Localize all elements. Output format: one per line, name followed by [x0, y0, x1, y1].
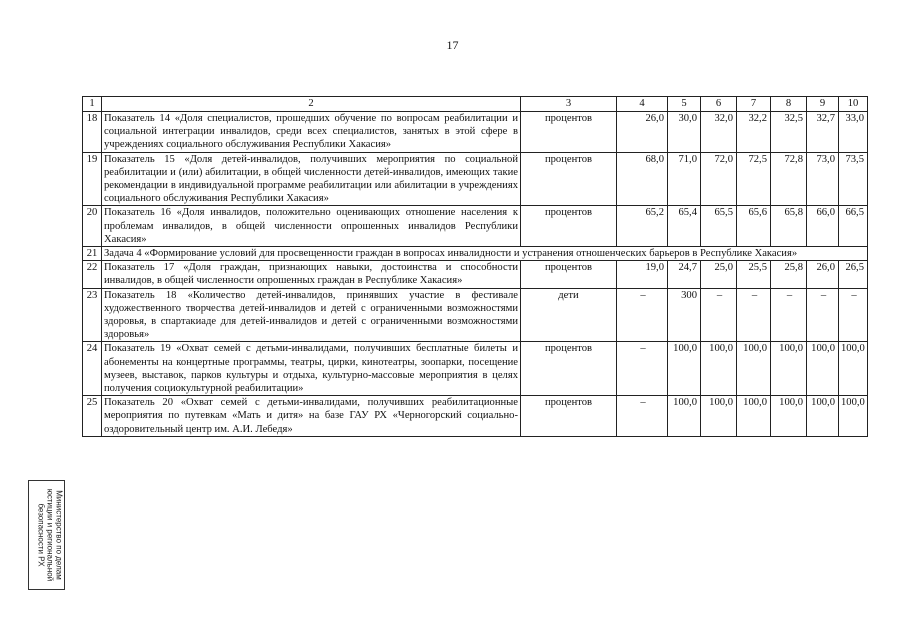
- value-cell: 32,0: [701, 112, 737, 153]
- value-cell: 100,0: [807, 342, 839, 396]
- value-cell: 25,0: [701, 261, 737, 288]
- value-cell: 65,2: [617, 206, 668, 247]
- value-cell: 73,0: [807, 152, 839, 206]
- value-cell: –: [771, 288, 807, 342]
- value-cell: 32,5: [771, 112, 807, 153]
- header-cell: 3: [521, 97, 617, 112]
- unit-cell: процентов: [521, 396, 617, 437]
- value-cell: 68,0: [617, 152, 668, 206]
- row-number: 20: [83, 206, 102, 247]
- table-row: [83, 261, 868, 288]
- table-row: [83, 342, 868, 396]
- value-cell: 100,0: [668, 396, 701, 437]
- row-number: 25: [83, 396, 102, 437]
- indicator-name: Показатель 16 «Доля инвалидов, положительно оценивающих отношение населения к проблемам инвалидов, в общей численности опрошенных инвалидов Республики Хакасия»: [102, 206, 521, 247]
- indicator-name: Показатель 14 «Доля специалистов, прошедших обучение по вопросам реабилитации и социальной интеграции инвалидов, среди всех специалистов, занятых в этой сфере в учреждениях социального обслуживания Республики Хакасия»: [102, 112, 521, 153]
- page-number: 17: [446, 38, 459, 52]
- table-row: [83, 152, 868, 206]
- value-cell: 66,0: [807, 206, 839, 247]
- unit-cell: процентов: [521, 152, 617, 206]
- unit-cell: процентов: [521, 206, 617, 247]
- stamp-line: юстиции и региональной: [45, 488, 54, 582]
- indicator-name: Показатель 15 «Доля детей-инвалидов, получивших мероприятия по социальной реабилитации и (или) абилитации, в общей численности детей-инвалидов, имеющих такие рекомендации в индивидуальной программе реабилитации или абилитации в учреждениях социального обслуживания Республики Хакасия»: [102, 152, 521, 206]
- stamp-line: Министерство по делам: [54, 490, 63, 580]
- task-row: [83, 247, 868, 261]
- value-cell: 65,4: [668, 206, 701, 247]
- value-cell: 100,0: [737, 396, 771, 437]
- value-cell: –: [807, 288, 839, 342]
- value-cell: 100,0: [737, 342, 771, 396]
- value-cell: 71,0: [668, 152, 701, 206]
- value-cell: 24,7: [668, 261, 701, 288]
- row-number: 21: [83, 247, 102, 261]
- row-number: 24: [83, 342, 102, 396]
- value-cell: 73,5: [839, 152, 868, 206]
- value-cell: 65,5: [701, 206, 737, 247]
- value-cell: 100,0: [701, 396, 737, 437]
- value-cell: 33,0: [839, 112, 868, 153]
- value-cell: –: [839, 288, 868, 342]
- value-cell: 19,0: [617, 261, 668, 288]
- value-cell: 100,0: [771, 396, 807, 437]
- unit-cell: процентов: [521, 112, 617, 153]
- value-cell: 25,8: [771, 261, 807, 288]
- value-cell: 100,0: [668, 342, 701, 396]
- unit-cell: процентов: [521, 261, 617, 288]
- value-cell: 65,6: [737, 206, 771, 247]
- indicator-name: Показатель 18 «Количество детей-инвалидов, принявших участие в фестивале художественного творчества детей-инвалидов и детей с ограниченными возможностями здоровья, в спартакиаде для детей-инвалидов и детей с ограниченными возможностями здоровья»: [102, 288, 521, 342]
- header-cell: 7: [737, 97, 771, 112]
- value-cell: 300: [668, 288, 701, 342]
- row-number: 19: [83, 152, 102, 206]
- table-row: [83, 112, 868, 153]
- value-cell: 25,5: [737, 261, 771, 288]
- table-row: [83, 396, 868, 437]
- value-cell: –: [617, 396, 668, 437]
- header-cell: 10: [839, 97, 868, 112]
- value-cell: 66,5: [839, 206, 868, 247]
- table-row: [83, 288, 868, 342]
- value-cell: –: [737, 288, 771, 342]
- row-number: 22: [83, 261, 102, 288]
- header-cell: 2: [102, 97, 521, 112]
- indicator-name: Показатель 19 «Охват семей с детьми-инвалидами, получивших бесплатные билеты и абонементы на концертные программы, театры, цирки, кинотеатры, зоопарки, посещение музеев, выставок, парков культуры и отдыха, культурно-массовые мероприятия в целях получения социокультурной реабилитации»: [102, 342, 521, 396]
- value-cell: –: [617, 342, 668, 396]
- header-cell: 1: [83, 97, 102, 112]
- table-header-row: [83, 97, 868, 112]
- task-title: Задача 4 «Формирование условий для просвещенности граждан в вопросах инвалидности и устранения отношенческих барьеров в Республике Хакасия»: [102, 247, 868, 261]
- value-cell: 26,0: [807, 261, 839, 288]
- registration-stamp: [28, 480, 65, 590]
- value-cell: 100,0: [839, 396, 868, 437]
- indicator-name: Показатель 20 «Охват семей с детьми-инвалидами, получивших реабилитационные мероприятия по путевкам «Мать и дитя» на базе ГАУ РХ «Черногорский социально-оздоровительный центр им. А.И. Лебедя»: [102, 396, 521, 437]
- value-cell: –: [617, 288, 668, 342]
- table-row: [83, 206, 868, 247]
- row-number: 18: [83, 112, 102, 153]
- header-cell: 6: [701, 97, 737, 112]
- header-cell: 5: [668, 97, 701, 112]
- value-cell: 72,8: [771, 152, 807, 206]
- value-cell: 30,0: [668, 112, 701, 153]
- indicator-name: Показатель 17 «Доля граждан, признающих навыки, достоинства и способности инвалидов, в общей численности опрошенных граждан в Республике Хакасия»: [102, 261, 521, 288]
- value-cell: 26,0: [617, 112, 668, 153]
- header-cell: 9: [807, 97, 839, 112]
- value-cell: 100,0: [807, 396, 839, 437]
- indicators-table: [82, 96, 868, 437]
- value-cell: –: [701, 288, 737, 342]
- row-number: 23: [83, 288, 102, 342]
- value-cell: 100,0: [771, 342, 807, 396]
- value-cell: 65,8: [771, 206, 807, 247]
- header-cell: 8: [771, 97, 807, 112]
- value-cell: 100,0: [839, 342, 868, 396]
- value-cell: 32,7: [807, 112, 839, 153]
- stamp-line: безопасности РХ: [36, 503, 45, 567]
- value-cell: 72,0: [701, 152, 737, 206]
- header-cell: 4: [617, 97, 668, 112]
- value-cell: 72,5: [737, 152, 771, 206]
- unit-cell: процентов: [521, 342, 617, 396]
- value-cell: 26,5: [839, 261, 868, 288]
- value-cell: 100,0: [701, 342, 737, 396]
- value-cell: 32,2: [737, 112, 771, 153]
- unit-cell: дети: [521, 288, 617, 342]
